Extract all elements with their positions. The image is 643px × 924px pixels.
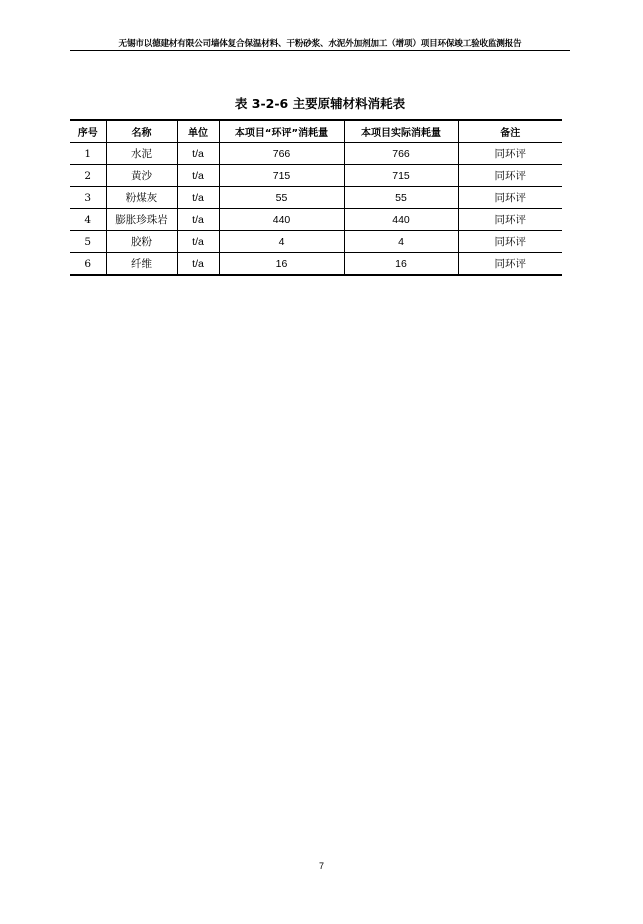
cell-unit: t/a [177,187,219,209]
cell-name: 黄沙 [106,165,177,187]
cell-actual: 766 [344,143,458,165]
table-row [70,231,562,253]
cell-note: 同环评 [458,231,562,253]
cell-eia: 55 [219,187,344,209]
col-header-actual-consumption: 本项目实际消耗量 [344,120,458,143]
cell-unit: t/a [177,209,219,231]
cell-no: 1 [70,143,106,165]
cell-actual: 16 [344,253,458,276]
table-header-row [70,120,562,143]
table-row [70,209,562,231]
table-row [70,143,562,165]
cell-actual: 4 [344,231,458,253]
col-header-name: 名称 [106,120,177,143]
table-row [70,165,562,187]
col-header-no: 序号 [70,120,106,143]
cell-note: 同环评 [458,209,562,231]
cell-eia: 4 [219,231,344,253]
cell-name: 膨胀珍珠岩 [106,209,177,231]
materials-table [70,119,562,276]
cell-note: 同环评 [458,143,562,165]
cell-no: 3 [70,187,106,209]
cell-no: 2 [70,165,106,187]
col-header-eia-consumption: 本项目“环评”消耗量 [219,120,344,143]
table-row [70,253,562,276]
cell-eia: 16 [219,253,344,276]
cell-unit: t/a [177,143,219,165]
cell-note: 同环评 [458,187,562,209]
cell-name: 纤维 [106,253,177,276]
page-header: 无锡市以德建材有限公司墙体复合保温材料、干粉砂浆、水泥外加剂加工（增项）项目环保竣工验收监测报告 [118,39,522,49]
cell-eia: 440 [219,209,344,231]
col-header-unit: 单位 [177,120,219,143]
cell-eia: 715 [219,165,344,187]
cell-no: 5 [70,231,106,253]
cell-no: 6 [70,253,106,276]
cell-eia: 766 [219,143,344,165]
cell-unit: t/a [177,253,219,276]
cell-name: 胶粉 [106,231,177,253]
cell-actual: 440 [344,209,458,231]
table-title: 表 3-2-6 主要原辅材料消耗表 [234,96,406,111]
cell-no: 4 [70,209,106,231]
cell-name: 水泥 [106,143,177,165]
cell-note: 同环评 [458,165,562,187]
cell-note: 同环评 [458,253,562,276]
cell-unit: t/a [177,231,219,253]
cell-actual: 55 [344,187,458,209]
page-number: 7 [318,861,324,871]
cell-actual: 715 [344,165,458,187]
table-row [70,187,562,209]
cell-name: 粉煤灰 [106,187,177,209]
col-header-note: 备注 [458,120,562,143]
header-rule [70,50,570,51]
cell-unit: t/a [177,165,219,187]
